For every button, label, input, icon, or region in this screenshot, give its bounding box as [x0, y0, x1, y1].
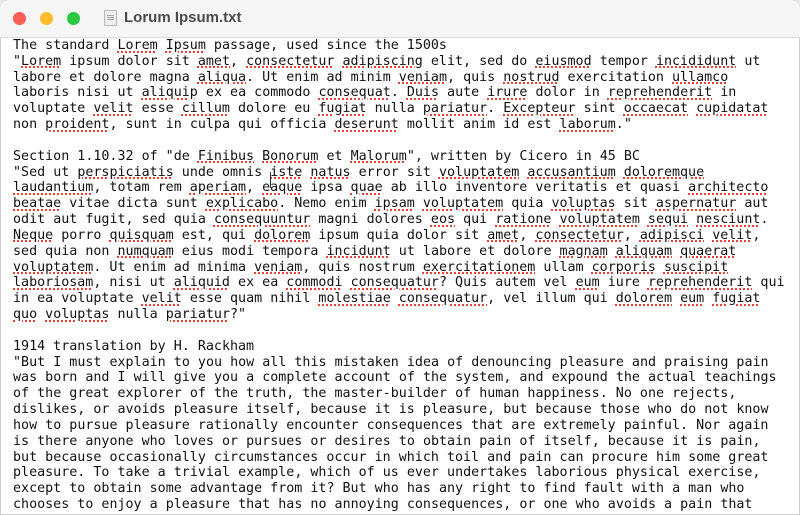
misspelled-word[interactable]: reprehenderit — [607, 85, 713, 101]
misspelled-word[interactable]: veniam — [254, 259, 303, 275]
text-line: voluptate velit esse cillum dolore eu fugiat nulla pariatur. Excepteur sint occaecat cupidatat — [13, 101, 769, 117]
close-button[interactable] — [13, 12, 26, 25]
misspelled-word[interactable]: magnam — [559, 243, 608, 259]
text-line: "Lorem ipsum dolor sit amet, consectetur adipiscing elit, sed do eiusmod tempor incididunt ut — [13, 53, 761, 69]
text-line: is there anyone who loves or pursues or desires to obtain pain of itself, because it is pain, — [13, 433, 761, 449]
misspelled-word[interactable]: beatae — [13, 196, 62, 212]
text-line: except to obtain some advantage from it? But who has any right to find fault with a man who — [13, 481, 745, 497]
misspelled-word[interactable]: eaque — [262, 180, 303, 196]
text-line: was born and I will give you a complete account of the system, and expound the actual teachings — [13, 370, 777, 386]
text-line: laudantium, totam rem aperiam, eaque ipsa quae ab illo inventore veritatis et quasi architecto — [13, 180, 769, 196]
misspelled-word[interactable]: quaerat — [680, 243, 737, 259]
misspelled-word[interactable]: consectetur — [246, 53, 335, 69]
misspelled-word[interactable]: quo — [13, 307, 38, 323]
text-line: laboriosam, nisi ut aliquid ex ea commodi consequatur? Quis autem vel eum iure reprehenderit qui — [13, 275, 785, 291]
misspelled-word[interactable]: aliquid — [173, 275, 230, 291]
misspelled-word[interactable]: suscipit — [663, 259, 729, 275]
misspelled-word[interactable]: consequatur — [350, 275, 439, 291]
misspelled-word[interactable]: accusantium — [527, 164, 616, 180]
misspelled-word[interactable]: voluptas — [45, 307, 110, 323]
misspelled-word[interactable]: explicabo — [205, 196, 279, 212]
misspelled-word[interactable]: voluptatem — [559, 212, 640, 228]
text-line: sed quia non numquam eius modi tempora incidunt ut labore et dolore magnam aliquam quaerat — [13, 243, 737, 259]
misspelled-word[interactable]: velit — [141, 291, 182, 307]
misspelled-word[interactable]: consequatur — [398, 291, 488, 307]
misspelled-word[interactable]: Neque — [13, 227, 54, 243]
misspelled-word[interactable]: quae — [350, 180, 383, 196]
misspelled-word[interactable]: cupidatat — [696, 101, 769, 117]
text-line: labore et dolore magna aliqua. Ut enim ad minim veniam, quis nostrud exercitation ullamco — [13, 69, 729, 85]
text-line — [13, 323, 800, 339]
minimize-button[interactable] — [40, 12, 53, 25]
misspelled-word[interactable]: voluptatem — [422, 196, 504, 212]
misspelled-word[interactable]: Bonorum — [262, 148, 319, 164]
misspelled-word[interactable]: ipsam — [374, 196, 415, 212]
misspelled-word[interactable]: reprehenderit — [647, 275, 753, 291]
text-line: non proident, sunt in culpa qui officia deserunt mollit anim id est laborum." — [13, 117, 632, 133]
misspelled-word[interactable]: adipisci — [639, 227, 705, 243]
misspelled-word[interactable]: perspiciatis — [77, 164, 174, 180]
text-cursor-ibeam-icon — [270, 172, 277, 188]
misspelled-word[interactable]: Finibus — [197, 148, 255, 164]
misspelled-word[interactable]: voluptatem — [13, 259, 94, 275]
misspelled-word[interactable]: molestiae — [318, 291, 391, 307]
text-line: in ea voluptate velit esse quam nihil molestiae consequatur, vel illum qui dolorem eum fugiat — [13, 291, 761, 307]
misspelled-word[interactable]: aspernatur — [655, 196, 737, 212]
misspelled-word[interactable]: incididunt — [655, 53, 737, 69]
misspelled-word[interactable]: cillum — [181, 101, 230, 117]
misspelled-word[interactable]: Malorum — [350, 148, 407, 164]
misspelled-word[interactable]: proident — [45, 117, 110, 133]
misspelled-word[interactable]: consequuntur — [213, 212, 311, 228]
text-line: dislikes, or avoids pleasure itself, because it is pleasure, but because those who do not know — [13, 402, 769, 418]
misspelled-word[interactable]: eum — [680, 291, 705, 307]
misspelled-word[interactable]: dolorem — [615, 291, 673, 307]
text-line — [13, 133, 800, 149]
misspelled-word[interactable]: Ipsum — [165, 38, 206, 53]
misspelled-word[interactable]: aperiam — [189, 180, 247, 196]
misspelled-word[interactable]: quisquam — [109, 227, 174, 243]
text-line: Section 1.10.32 of "de Finibus Bonorum et Malorum", written by Cicero in 45 BC — [13, 148, 640, 164]
misspelled-word[interactable]: dolorem — [254, 227, 311, 243]
misspelled-word[interactable]: iste — [270, 164, 303, 180]
misspelled-word[interactable]: nesciunt — [696, 212, 761, 228]
misspelled-word[interactable]: laudantium — [13, 180, 94, 196]
misspelled-word[interactable]: laborum — [559, 117, 616, 133]
text-line: "But I must explain to you how all this mistaken idea of denouncing pleasure and praising pain — [13, 354, 769, 370]
misspelled-word[interactable]: veniam — [398, 69, 447, 85]
misspelled-word[interactable]: eos — [430, 212, 456, 228]
misspelled-word[interactable]: fugiat — [712, 291, 761, 307]
misspelled-word[interactable]: fugiat — [318, 101, 367, 117]
text-line: pleasure. To take a trivial example, which of us ever undertakes laborious physical exercise, — [13, 465, 761, 481]
misspelled-word[interactable]: architecto — [688, 180, 769, 196]
misspelled-word[interactable]: doloremque — [623, 164, 705, 180]
misspelled-word[interactable]: pariatur — [165, 307, 230, 323]
misspelled-word[interactable]: eiusmod — [535, 53, 592, 69]
text-line: The standard Lorem Ipsum passage, used since the 1500s — [13, 38, 447, 53]
misspelled-word[interactable]: nostrud — [503, 69, 560, 85]
misspelled-word[interactable]: amet — [197, 53, 230, 69]
text-document-icon — [104, 10, 117, 26]
text-line: odit aut fugit, sed quia consequuntur magni dolores eos qui ratione voluptatem sequi nesciunt. — [13, 212, 769, 228]
misspelled-word[interactable]: natus — [310, 164, 351, 180]
text-line: chooses to enjoy a pleasure that has no annoying consequences, or one who avoids a pain that — [13, 497, 753, 513]
misspelled-word[interactable]: amet — [487, 227, 520, 243]
misspelled-word[interactable]: Lorem — [117, 38, 158, 53]
misspelled-word[interactable]: Lorem — [21, 53, 62, 69]
misspelled-word[interactable]: eum — [575, 275, 600, 291]
misspelled-word[interactable]: Duis — [406, 85, 439, 101]
text-line: Neque porro quisquam est, qui dolorem ipsum quia dolor sit amet, consectetur, adipisci velit, — [13, 227, 761, 243]
maximize-button[interactable] — [67, 12, 80, 25]
misspelled-word[interactable]: velit — [712, 227, 753, 243]
misspelled-word[interactable]: Excepteur — [503, 101, 576, 117]
misspelled-word[interactable]: adipiscing — [342, 53, 423, 69]
misspelled-word[interactable]: commodi — [286, 275, 343, 291]
misspelled-word[interactable]: occaecat — [623, 101, 689, 117]
misspelled-word[interactable]: ratione — [495, 212, 552, 228]
text-editor-area[interactable] — [13, 38, 800, 513]
text-line: beatae vitae dicta sunt explicabo. Nemo enim ipsam voluptatem quia voluptas sit aspernatur aut — [13, 196, 769, 212]
misspelled-word[interactable]: numquam — [117, 243, 174, 259]
text-line: 1914 translation by H. Rackham — [13, 338, 255, 354]
title-bar[interactable] — [0, 0, 800, 38]
misspelled-word[interactable]: pariatur — [422, 101, 488, 117]
misspelled-word[interactable]: voluptatem — [438, 164, 520, 180]
misspelled-word[interactable]: aliquip — [141, 85, 198, 101]
text-line: laboris nisi ut aliquip ex ea commodo consequat. Duis aute irure dolor in reprehenderit in — [13, 85, 737, 101]
text-line: quo voluptas nulla pariatur?" — [13, 307, 247, 323]
text-line: of the great explorer of the truth, the master-builder of human happiness. No one rejects, — [13, 386, 737, 402]
misspelled-word[interactable]: aliquam — [615, 243, 673, 259]
misspelled-word[interactable]: voluptas — [551, 196, 616, 212]
text-line: how to pursue pleasure rationally encounter consequences that are extremely painful. Nor again — [13, 417, 769, 433]
text-line: "Sed ut perspiciatis unde omnis iste natus error sit voluptatem accusantium doloremque — [13, 164, 705, 180]
misspelled-word[interactable]: consequat — [318, 85, 391, 101]
misspelled-word[interactable]: corporis — [591, 259, 656, 275]
misspelled-word[interactable]: exercitationem — [422, 259, 536, 275]
misspelled-word[interactable]: laboriosam — [13, 275, 94, 291]
text-line: but because occasionally circumstances occur in which toil and pain can procure him some great — [13, 449, 769, 465]
misspelled-word[interactable]: aliqua — [197, 69, 247, 85]
misspelled-word[interactable]: velit — [93, 101, 134, 117]
misspelled-word[interactable]: consectetur — [535, 227, 624, 243]
misspelled-word[interactable]: deserunt — [334, 117, 399, 133]
text-line: voluptatem. Ut enim ad minima veniam, quis nostrum exercitationem ullam corporis suscipit — [13, 259, 729, 275]
misspelled-word[interactable]: irure — [487, 85, 528, 101]
misspelled-word[interactable]: ullamco — [672, 69, 729, 85]
misspelled-word[interactable]: sequi — [647, 212, 689, 228]
misspelled-word[interactable]: incidunt — [326, 243, 391, 259]
window-title: Lorum Ipsum.txt — [124, 9, 242, 26]
